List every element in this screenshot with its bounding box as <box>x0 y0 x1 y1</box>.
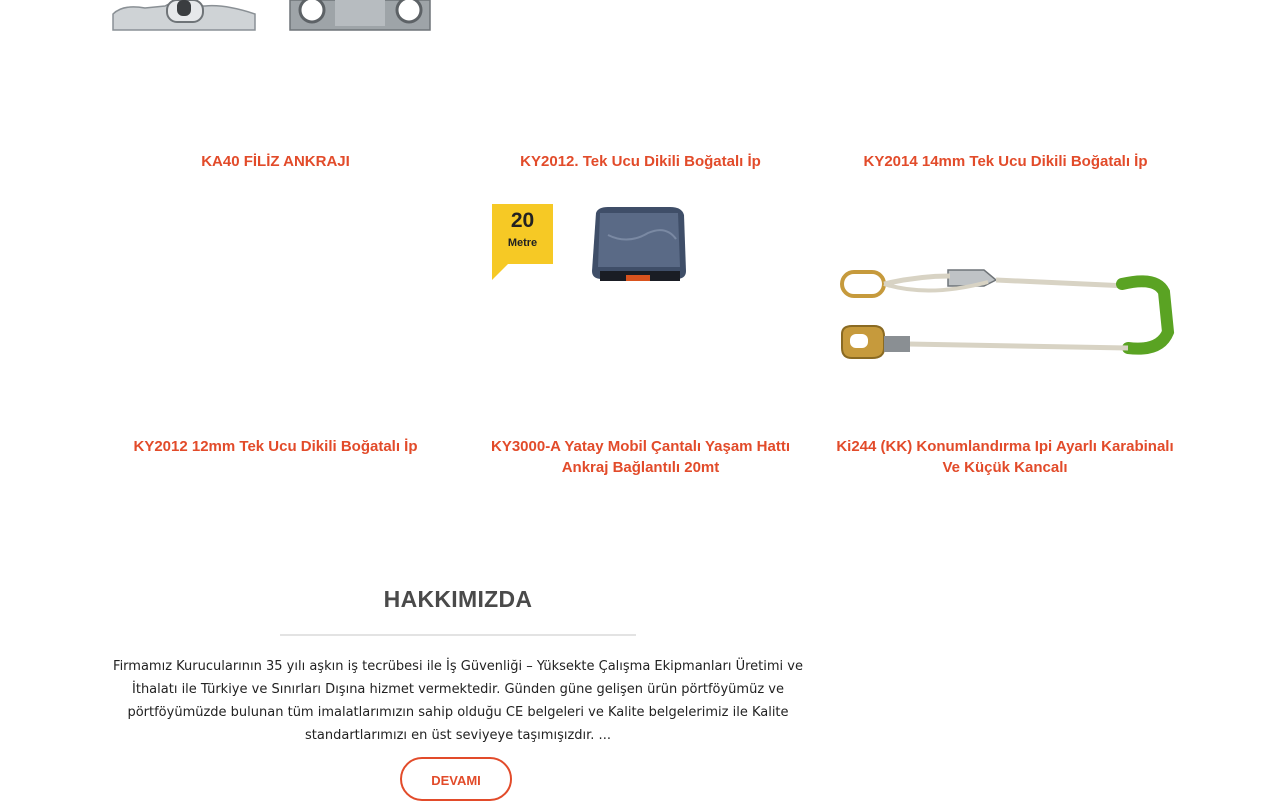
product-title-ky2012[interactable]: KY2012. Tek Ucu Dikili Boğatalı İp <box>520 153 761 170</box>
about-text-line: İthalatı ile Türkiye ve Sınırları Dışına hizmet vermektedir. Günden güne gelişen ürün pörtföyümüz ve <box>132 682 784 697</box>
product-image-ky3000-bag[interactable] <box>588 205 688 285</box>
length-badge <box>492 204 553 280</box>
about-text <box>113 655 803 747</box>
more-button[interactable]: DEVAMI <box>400 757 512 801</box>
product-title-ky2012-12mm[interactable]: KY2012 12mm Tek Ucu Dikili Boğatalı İp <box>133 438 418 455</box>
product-title-ki244-line2: Ve Küçük Kancalı <box>942 459 1068 476</box>
product-title-ky3000[interactable] <box>478 436 803 478</box>
about-divider <box>280 634 636 636</box>
about-text-line: Firmamız Kurucularının 35 yılı aşkın iş tecrübesi ile İş Güvenliği – Yüksekte Çalışma Ekipmanları Üretimi ve <box>113 659 803 674</box>
product-title-ki244-line1: Ki244 (KK) Konumlandırma Ipi Ayarlı Karabinalı <box>836 438 1174 455</box>
badge-unit: Metre <box>507 237 538 249</box>
product-image-ka40[interactable] <box>105 0 440 32</box>
product-title-ky3000-line2: Ankraj Bağlantılı 20mt <box>561 459 720 476</box>
about-heading: HAKKIMIZDA <box>383 586 533 612</box>
about-text-line: pörtföyümüzde bulunan tüm imalatlarımızın sahip olduğu CE belgeleri ve Kalite belgelerimiz ile Kalite <box>127 705 789 720</box>
product-title-ky3000-line1: KY3000-A Yatay Mobil Çantalı Yaşam Hattı <box>490 438 790 455</box>
product-image-ki244-lanyard[interactable] <box>838 262 1178 362</box>
product-title-ki244[interactable] <box>835 436 1175 478</box>
product-title-ka40[interactable]: KA40 FİLİZ ANKRAJI <box>201 153 350 170</box>
badge-number: 20 <box>510 209 535 232</box>
about-text-line: standartlarımızı en üst seviyeye taşımışızdır. ... <box>305 728 611 743</box>
product-title-ky2014[interactable]: KY2014 14mm Tek Ucu Dikili Boğatalı İp <box>863 153 1148 170</box>
